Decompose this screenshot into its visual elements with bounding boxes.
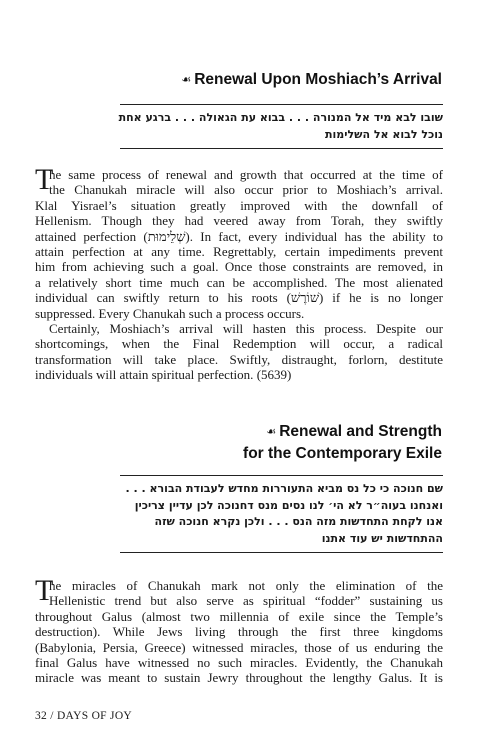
text-line: (Babylonia, Persia, Greece) witnessed miracles, those of us enduring the [35, 639, 443, 655]
section-title-line: for the Contemporary Exile [243, 445, 442, 462]
text-line: throughout Galus (almost two millennia of exile since the Temple’s [35, 608, 443, 624]
text-line: shortcomings, when the Final Redemption will occur, a radical [35, 336, 443, 352]
text-line: individual can swiftly return to his roots (שׁוֹרֶשׁ) if he is no longer [35, 290, 444, 306]
page-footer: 32 / DAYS OF JOY [35, 710, 133, 722]
text-line: a relatively short time much can be accomplished. The most alienated [35, 274, 443, 290]
section-title-line: Renewal and Strength [279, 423, 442, 440]
drop-cap: T [35, 163, 54, 196]
section-heading-2 [243, 421, 442, 464]
fleuron-icon: ☙ [266, 426, 277, 438]
text-line: attain perfection at any time. Regrettably, certain impediments prevent [35, 244, 443, 260]
text-line: destruction). While Jews living through the first three kingdoms [35, 624, 443, 640]
body-paragraph-1 [35, 163, 444, 383]
text-line: Klal Yisrael’s situation greatly improved with the downfall of [35, 197, 443, 213]
text-line: final Galus have witnessed no such miracles. Evidently, the Chanukah [35, 655, 443, 671]
text-line: Certainly, Moshiach’s arrival will hasten this process. Despite our [49, 321, 443, 337]
hebrew-quote-line: שובו לבא מיד אל המנורה . . . בבוא עת הגאולה . . . ברגע אחת [118, 111, 443, 124]
text-line: the Chanukah miracle will also occur prior to Moshiach’s arrival. [49, 182, 443, 198]
section-title: Renewal Upon Moshiach’s Arrival [194, 71, 442, 88]
body-paragraph-2 [35, 574, 443, 686]
text-line-with-year [35, 367, 443, 382]
hebrew-quote-line: שם חנוכה כי כל נס מביא התעוררות מחדש לעבודת הבורא . . . [125, 482, 443, 495]
hebrew-quote-line: אנו לקחת התחדשות מזה הנס . . . ולכן נקרא חנוכה שזה [154, 515, 443, 528]
text-line: transformation will take place. Swiftly, distraught, forlorn, destitute [35, 351, 443, 367]
year-reference: (5639) [256, 367, 292, 383]
hebrew-quote-line: ההתחדשות יש עוד אתנו [321, 531, 443, 545]
text-line: individuals will attain spiritual perfection. [35, 367, 254, 383]
section-heading-1 [181, 69, 442, 91]
fleuron-icon: ☙ [181, 74, 192, 86]
text-line: he same process of renewal and growth that occurred at the time of [49, 167, 443, 182]
text-line: Hellenistic trend but also serve as spiritual “fodder” sustaining us [49, 593, 443, 609]
text-line: he miracles of Chanukah mark not only the elimination of the [49, 578, 443, 593]
hebrew-quote-line: ואנחנו בעוה״ר לא הי׳ לנו נסים מנס דחנוכה לכן עדיין צריכין [134, 498, 443, 512]
hebrew-quote-box-1 [120, 104, 443, 149]
hebrew-quote-box-2 [120, 475, 443, 553]
text-line: Hellenism. Though they had veered away from Torah, they swiftly [35, 213, 443, 229]
drop-cap: T [35, 574, 54, 607]
text-line: attained perfection (שְׁלֵימוּת). In fact, every individual has the ability to [35, 228, 443, 244]
text-line: him from achieving such a goal. Once those constraints are removed, in [35, 259, 443, 275]
hebrew-quote-line: נוכל לבוא אל השלימות [325, 127, 443, 141]
text-line: miracle was meant to sustain Jewry throughout the lengthy Galus. It is [35, 670, 443, 686]
text-line: suppressed. Every Chanukah such a process occurs. [35, 305, 305, 321]
